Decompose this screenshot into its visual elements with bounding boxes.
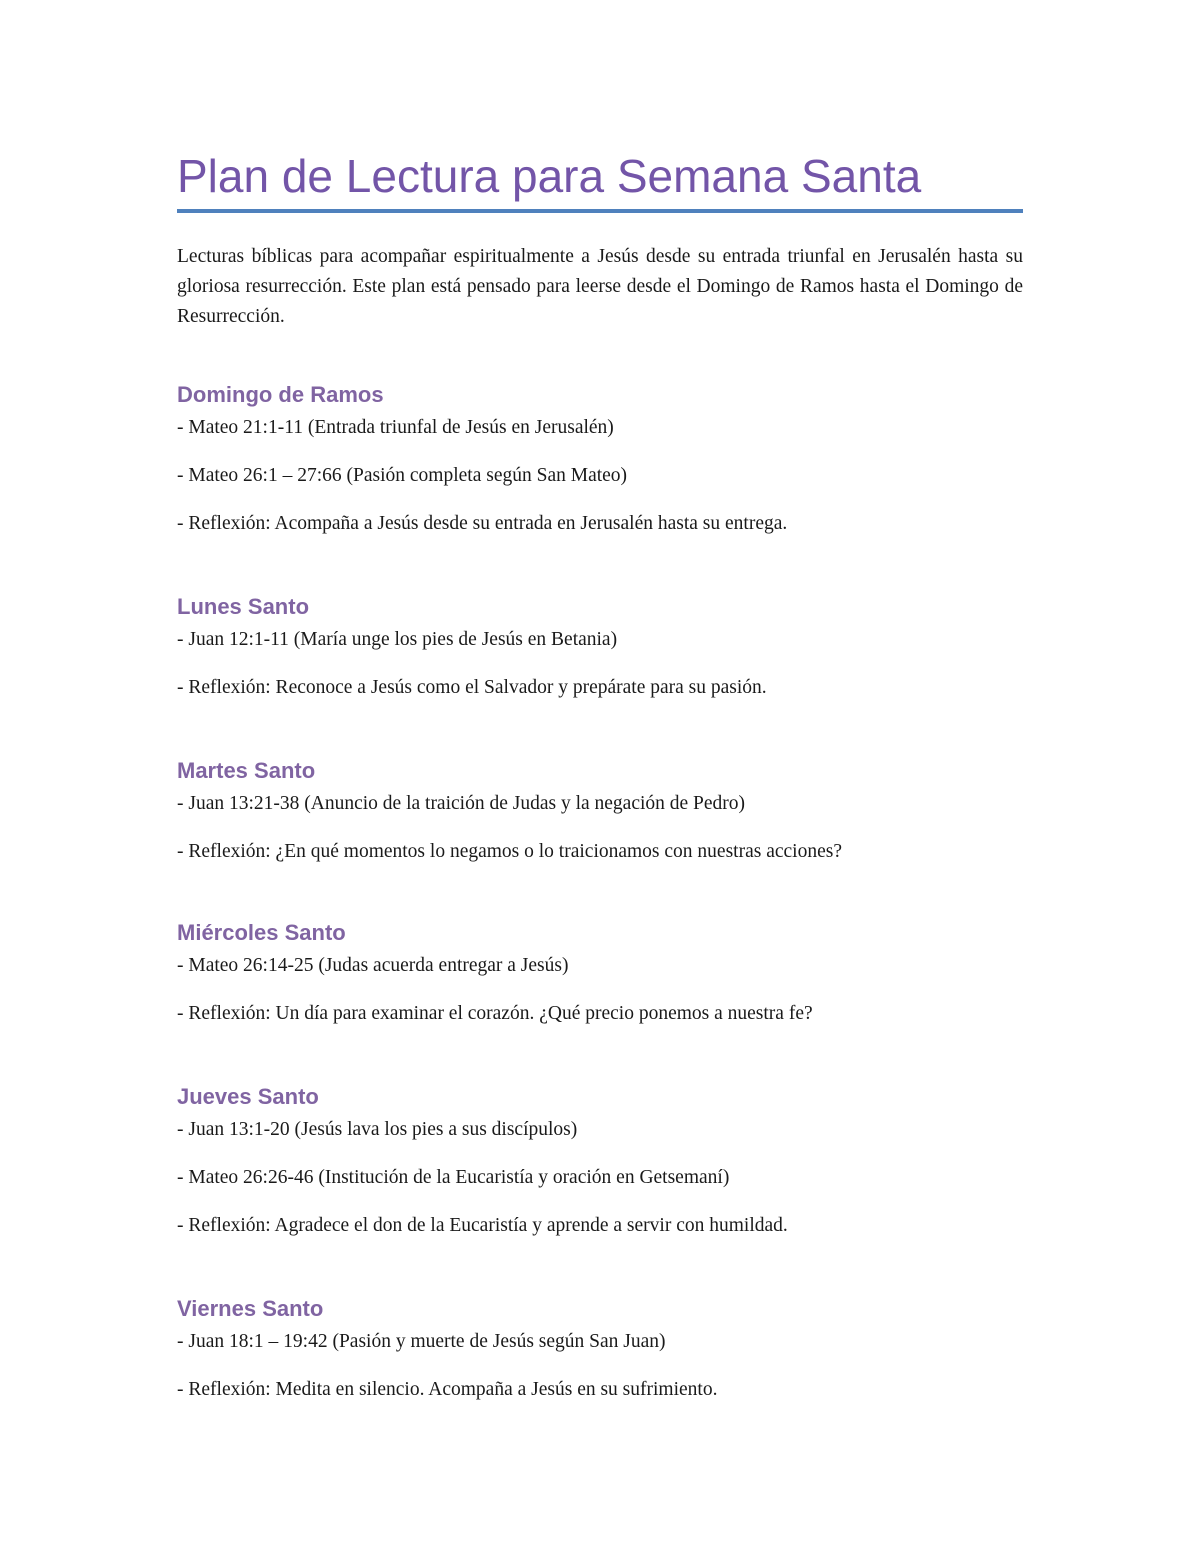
- reading-item: - Mateo 26:1 – 27:66 (Pasión completa según San Mateo): [177, 465, 628, 486]
- section-viernes-santo: [177, 1294, 1023, 1404]
- section-miercoles-santo: [177, 918, 1023, 1028]
- section-lunes-santo: [177, 592, 1023, 702]
- section-heading: Viernes Santo: [177, 1296, 324, 1321]
- section-heading: Martes Santo: [177, 758, 316, 783]
- reading-item: - Juan 18:1 – 19:42 (Pasión y muerte de Jesús según San Juan): [177, 1331, 666, 1352]
- reflection-item: - Reflexión: ¿En qué momentos lo negamos o lo traicionamos con nuestras acciones?: [177, 841, 842, 862]
- reflection-item: - Reflexión: Agradece el don de la Eucaristía y aprende a servir con humildad.: [177, 1215, 788, 1236]
- reflection-item: - Reflexión: Un día para examinar el corazón. ¿Qué precio ponemos a nuestra fe?: [177, 1003, 813, 1024]
- reading-item: - Juan 13:1-20 (Jesús lava los pies a sus discípulos): [177, 1119, 578, 1140]
- section-martes-santo: [177, 756, 1023, 866]
- reading-item: - Mateo 26:14-25 (Judas acuerda entregar a Jesús): [177, 955, 569, 976]
- section-heading: Domingo de Ramos: [177, 382, 384, 407]
- reflection-item: - Reflexión: Reconoce a Jesús como el Salvador y prepárate para su pasión.: [177, 677, 767, 698]
- reflection-item: - Reflexión: Acompaña a Jesús desde su entrada en Jerusalén hasta su entrega.: [177, 513, 788, 534]
- section-heading: Lunes Santo: [177, 594, 310, 619]
- document-title: Plan de Lectura para Semana Santa: [177, 150, 922, 202]
- reading-item: - Mateo 26:26-46 (Institución de la Eucaristía y oración en Getsemaní): [177, 1167, 730, 1188]
- reading-item: - Mateo 21:1-11 (Entrada triunfal de Jesús en Jerusalén): [177, 417, 614, 438]
- intro-paragraph: Lecturas bíblicas para acompañar espiritualmente a Jesús desde su entrada triunfal en Jerusalén hasta su gloriosa resurrección. Este plan está pensado para leerse desde el Domingo de Ramos hasta el Domingo de Resurrección.: [177, 246, 1023, 327]
- title-underline-rule: [177, 209, 1023, 213]
- section-domingo-de-ramos: [177, 380, 1023, 538]
- reflection-item: - Reflexión: Medita en silencio. Acompaña a Jesús en su sufrimiento.: [177, 1379, 718, 1400]
- section-heading: Miércoles Santo: [177, 920, 346, 945]
- reading-item: - Juan 12:1-11 (María unge los pies de Jesús en Betania): [177, 629, 618, 650]
- reading-item: - Juan 13:21-38 (Anuncio de la traición de Judas y la negación de Pedro): [177, 793, 746, 814]
- section-jueves-santo: [177, 1082, 1023, 1240]
- section-heading: Jueves Santo: [177, 1084, 319, 1109]
